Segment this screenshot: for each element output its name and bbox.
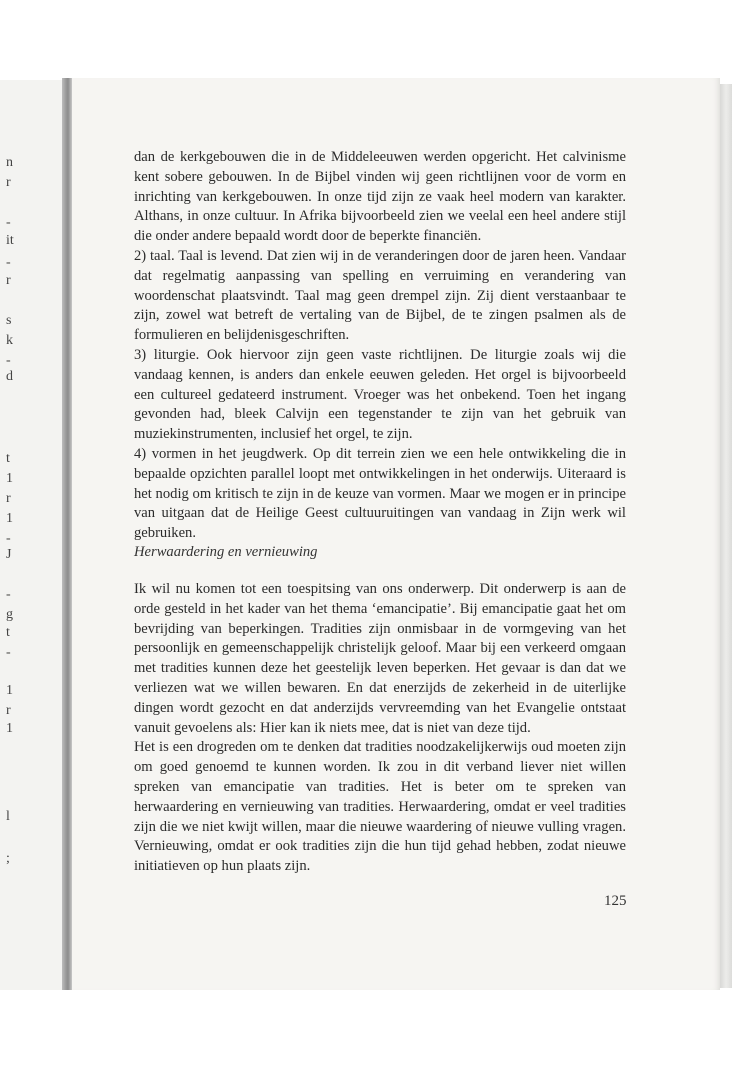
margin-fragment: n (6, 155, 13, 170)
paragraph: Ik wil nu komen tot een toespitsing van ons onderwerp. Dit onderwerp is aan de orde gesteld in het kader van het thema ‘emancipatie’. Bij emancipatie gaat het om bevrijding van beperkingen. Tradities zijn onmisbaar in de vormgeving van het persoonlijk en gemeenschappelijk christelijk geloof. Maar bij een verkeerd omgaan met tradities kunnen deze het geestelijk leven beperken. Het gevaar is dan dat we verliezen wat we willen bewaren. En dat enerzijds de zekerheid in de uiterlijke dingen wordt gezocht en dat anderzijds vervreemding van het Evangelie ontstaat vanuit gevoelens als: Hier kan ik niets mee, dat is niet van deze tijd. (134, 581, 626, 736)
margin-fragment: J (6, 547, 12, 562)
page-edge (720, 84, 732, 988)
margin-fragment: 1 (6, 721, 13, 736)
margin-fragment: it (6, 233, 14, 248)
margin-fragment: r (6, 491, 11, 506)
section-heading: Herwaardering en vernieuwing (134, 544, 318, 560)
margin-fragment: - (6, 587, 11, 602)
margin-fragment: r (6, 175, 11, 190)
margin-fragment: d (6, 369, 13, 384)
margin-fragment: - (6, 353, 11, 368)
margin-fragment: - (6, 215, 11, 230)
paragraph: dan de kerkgebouwen die in de Middeleeuwen werden opgericht. Het calvinisme kent sobere gebouwen. In de Bijbel vinden wij geen richtlijnen voor de vorm en inrichting van kerkgebouwen. In onze tijd zijn ze vaak heel modern van karakter. Althans, in onze cultuur. In Afrika bijvoorbeeld zien we veelal een heel andere stijl die onder andere bepaald wordt door de beperkte financiën. (134, 149, 626, 245)
margin-fragment: 1 (6, 683, 13, 698)
margin-fragment: r (6, 703, 11, 718)
margin-fragment: k (6, 333, 13, 348)
paragraph: Het is een drogreden om te denken dat tradities noodzakelijkerwijs oud moeten zijn om goed genoemd te kunnen worden. Ik zou in dit verband liever niet willen spreken van emancipatie van tradities. Het is beter om te spreken van herwaardering en vernieuwing van tradities. Herwaardering, omdat er veel tradities zijn die we niet kwijt willen, maar die nieuwe waardering of nieuwe vulling vragen. Vernieuwing, omdat er ook tradities zijn die hun tijd gehad hebben, zodat nieuwe initiatieven op hun plaats zijn. (134, 739, 626, 875)
page-number: 125 (604, 893, 627, 909)
margin-fragment: ; (6, 851, 10, 866)
margin-fragment: - (6, 645, 11, 660)
margin-fragment: s (6, 313, 12, 328)
margin-fragment: r (6, 273, 11, 288)
body-text-bottom (134, 580, 626, 877)
margin-fragment: 1 (6, 511, 13, 526)
margin-fragment: g (6, 607, 13, 622)
paragraph: 2) taal. Taal is levend. Dat zien wij in de veranderingen door de jaren heen. Vandaar dat regelmatig aanpassing van spelling en verruiming en verandering van woordenschat plaatsvindt. Taal mag geen drempel zijn. Zij dient verstaanbaar te zijn, zowel wat betreft de vertaling van de Bijbel, de te zingen psalmen als de formulieren en belijdenisgeschriften. (134, 247, 626, 344)
margin-fragment: - (6, 531, 11, 546)
margin-fragment: l (6, 809, 10, 824)
previous-page-edge (0, 80, 62, 990)
margin-fragment: 1 (6, 471, 13, 486)
paragraph: 4) vormen in het jeugdwerk. Op dit terrein zien we een hele ontwikkeling die in bepaalde opzichten parallel loopt met ontwikkelingen in het onderwijs. Uiteraard is het nodig om kritisch te zijn in de keuze van vormen. Maar we mogen er in principe van uitgaan dat de Heilige Geest cultuuruitingen van vandaag in Zijn werk wil gebruiken. (134, 445, 626, 542)
body-text-top (134, 148, 626, 544)
paragraph: 3) liturgie. Ook hiervoor zijn geen vaste richtlijnen. De liturgie zoals wij die vandaag kennen, is anders dan enkele eeuwen geleden. Het orgel is bijvoorbeeld een cultureel gedateerd instrument. Vroeger was het onbekend. Toen het ingang gevonden had, bleek Calvijn een tegenstander te zijn van het gebruik van muziekinstrumenten, inclusief het orgel, te zijn. (134, 346, 626, 443)
margin-fragment: t (6, 625, 10, 640)
margin-fragment: t (6, 451, 10, 466)
margin-fragment: - (6, 255, 11, 270)
book-spine (62, 78, 72, 990)
